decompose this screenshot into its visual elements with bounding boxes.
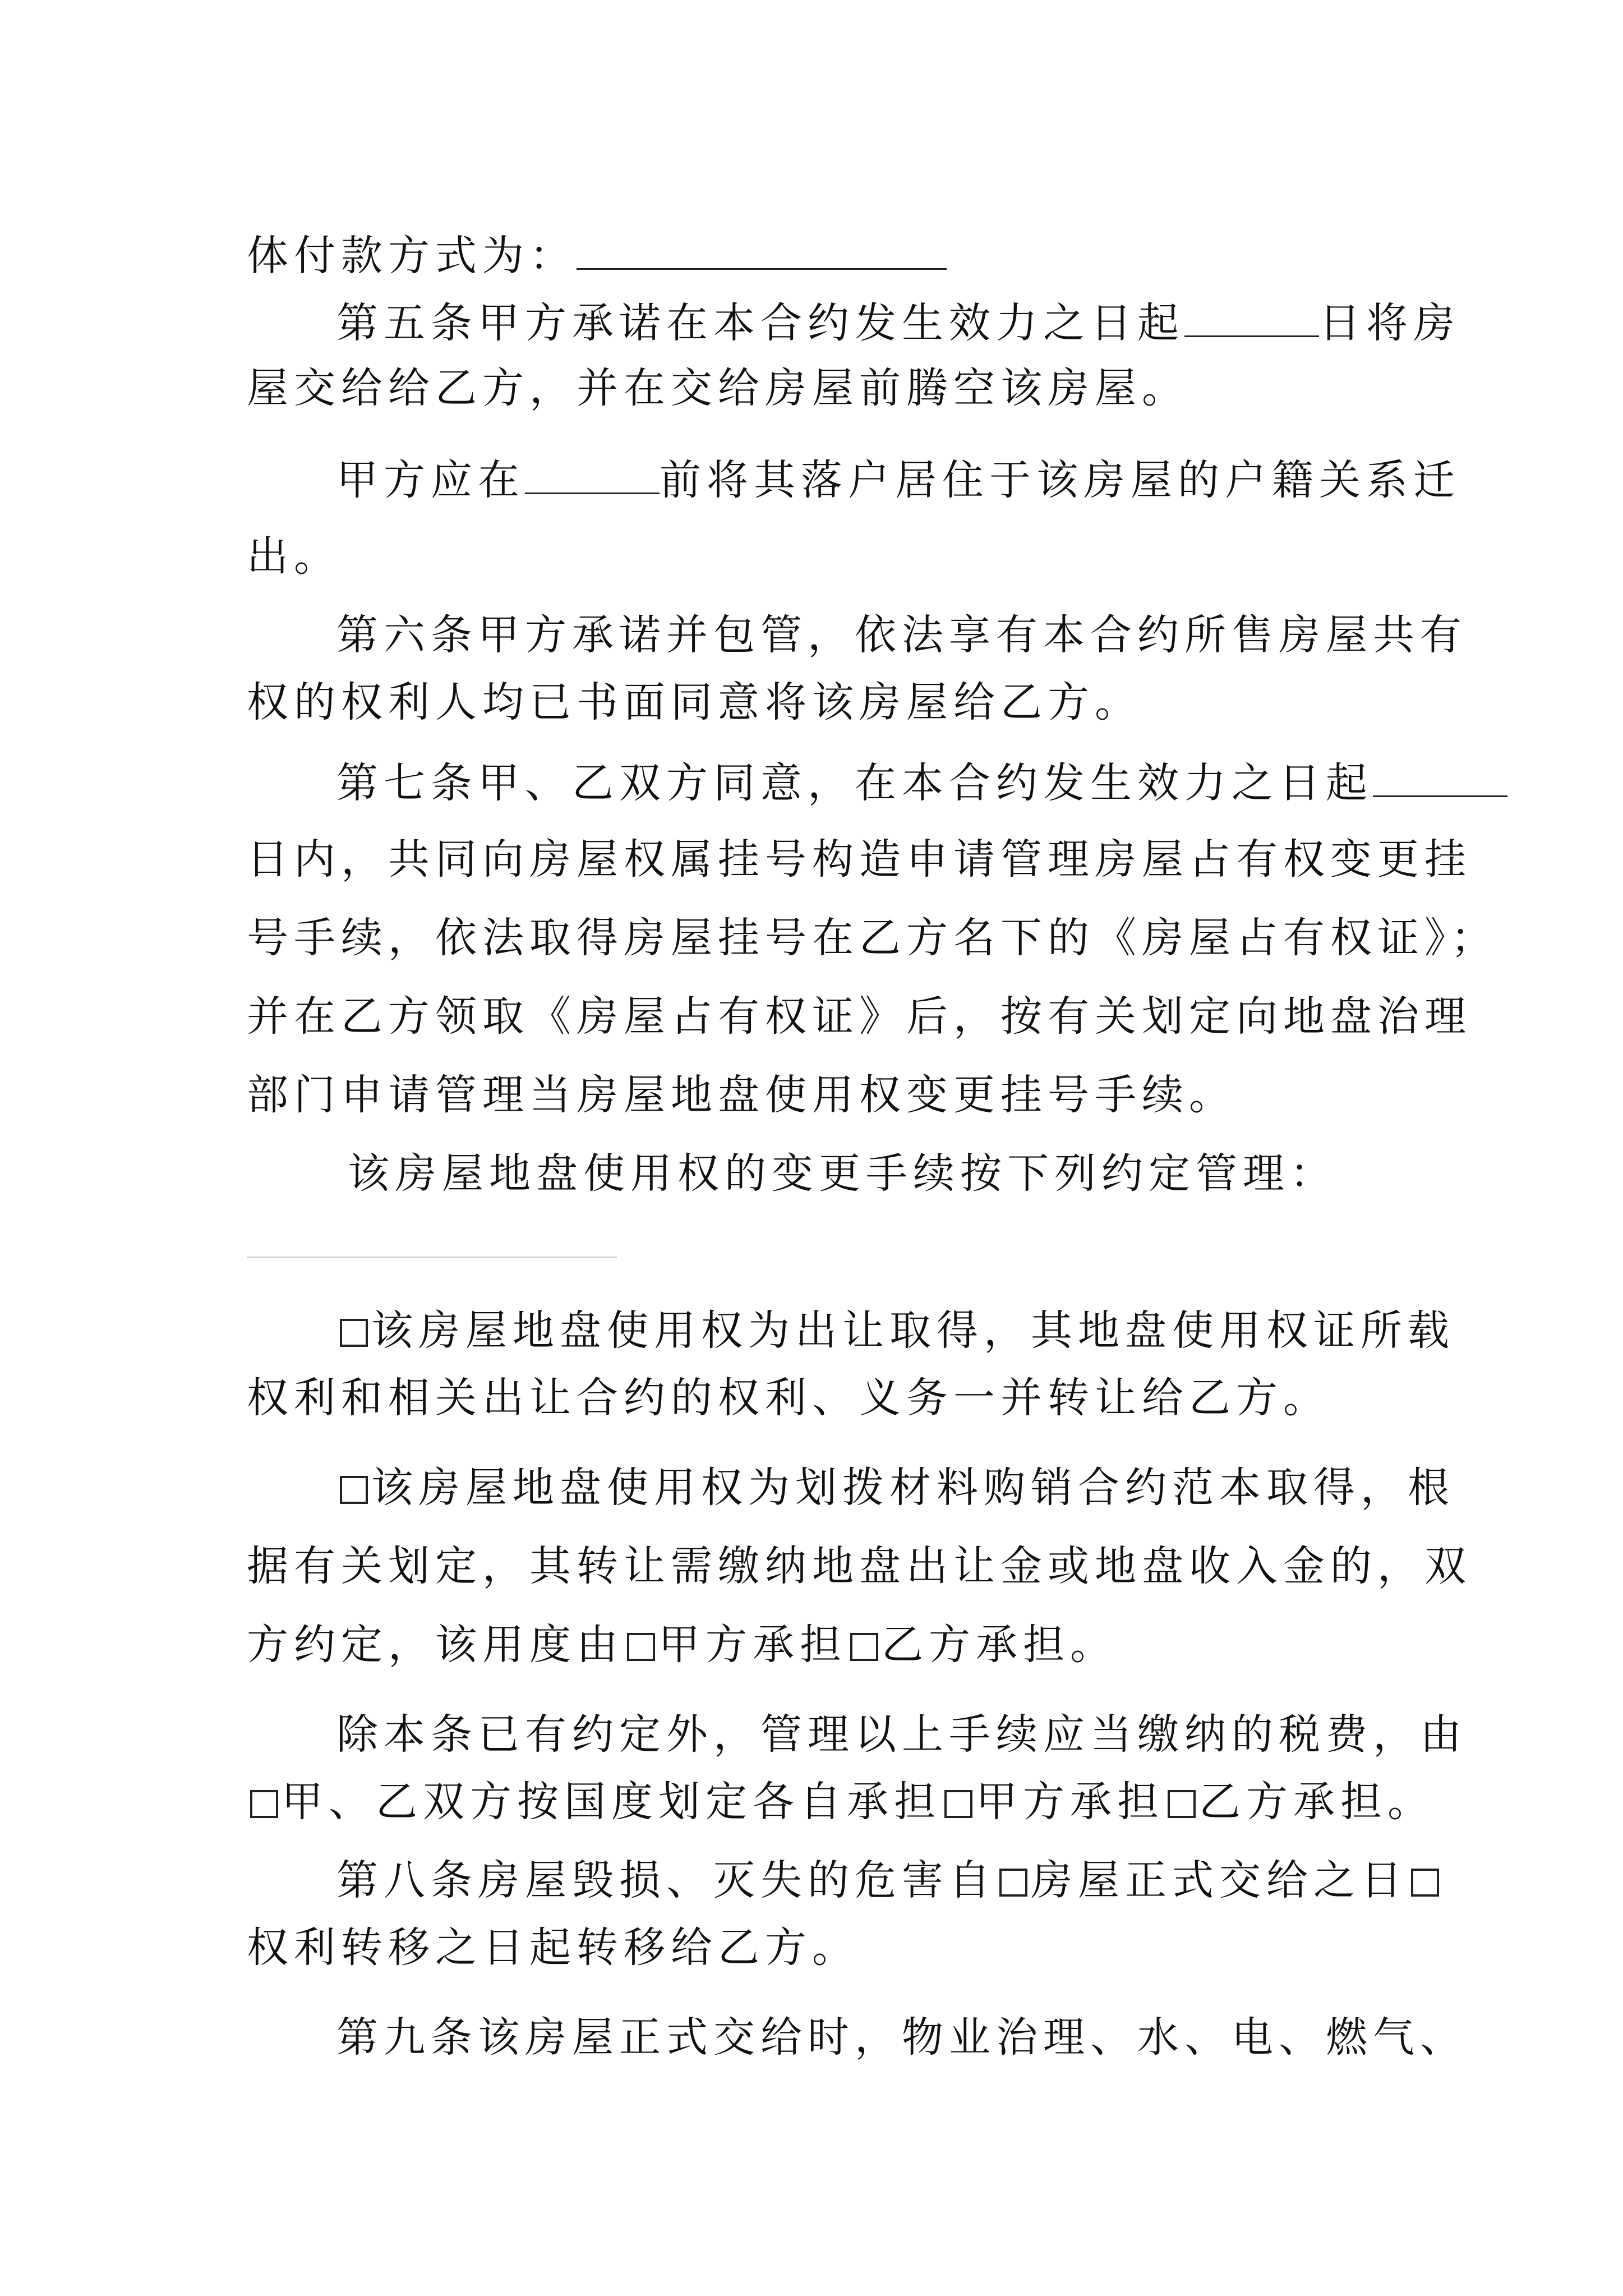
fill-in-blank[interactable] — [525, 451, 660, 494]
text-segment: 甲方承担 — [658, 1621, 847, 1669]
text-line — [247, 1775, 1435, 1829]
text-line: 屋交给给乙方，并在交给房屋前腾空该房屋。 — [247, 364, 1189, 412]
text-line: 据有关划定，其转让需缴纳地盘出让金或地盘收入金的，双 — [247, 1542, 1472, 1590]
text-line — [336, 1461, 1481, 1515]
text-line: 部门申请管理当房屋地盘使用权变更挂号手续。 — [247, 1071, 1236, 1119]
text-line — [247, 227, 1391, 283]
text-line: 并在乙方领取《房屋占有权证》后，按有关划定向地盘治理 — [247, 992, 1472, 1041]
fill-in-blank[interactable] — [1373, 754, 1507, 797]
text-segment: 第七条甲、乙双方同意，在本合约发生效力之日起 — [336, 759, 1373, 807]
text-line: 该房屋地盘使用权的变更手续按下列约定管理： — [348, 1149, 1337, 1198]
fill-in-blank[interactable] — [1184, 294, 1319, 337]
text-line — [336, 451, 1481, 507]
checkbox[interactable] — [944, 1790, 972, 1818]
text-line: 日内，共同向房屋权属挂号构造申请管理房屋占有权变更挂 — [247, 835, 1472, 884]
text-line: 出。 — [247, 532, 341, 581]
text-line: 第六条甲方承诺并包管，依法享有本合约所售房屋共有 — [336, 611, 1467, 659]
text-segment: 方约定，该用度由 — [247, 1621, 624, 1669]
checkbox[interactable] — [999, 1869, 1027, 1897]
text-segment: 日将房 — [1319, 299, 1460, 347]
text-line: 权利和相关出让合约的权利、义务一并转让给乙方。 — [247, 1374, 1330, 1422]
text-segment: 该房屋地盘使用权为划拨材料购销合约范本取得，根 — [371, 1464, 1455, 1512]
text-segment: 甲方承担 — [976, 1778, 1164, 1826]
text-segment: 体付款方式为： — [247, 232, 577, 280]
fill-in-blank[interactable] — [577, 227, 947, 270]
fill-in-blank[interactable] — [247, 1257, 617, 1258]
text-segment: 该房屋地盘使用权为出让取得，其地盘使用权证所载 — [371, 1306, 1455, 1355]
text-line — [336, 294, 1481, 350]
text-line: 号手续，依法取得房屋挂号在乙方名下的《房屋占有权证》； — [247, 914, 1498, 962]
checkbox[interactable] — [850, 1633, 878, 1661]
text-line: 权利转移之日起转移给乙方。 — [247, 1924, 859, 1972]
text-segment: 第五条甲方承诺在本合约发生效力之日起 — [336, 299, 1184, 347]
text-line — [247, 1618, 1391, 1672]
text-line: 除本条已有约定外，管理以上手续应当缴纳的税费，由 — [336, 1710, 1467, 1759]
checkbox[interactable] — [250, 1790, 278, 1818]
checkbox[interactable] — [627, 1633, 655, 1661]
text-segment: 第八条房屋毁损、灭失的危害自 — [336, 1856, 996, 1904]
checkbox[interactable] — [1411, 1869, 1439, 1897]
text-line — [336, 1853, 1481, 1907]
checkbox[interactable] — [1168, 1790, 1196, 1818]
text-line: 权的权利人均已书面同意将该房屋给乙方。 — [247, 678, 1142, 726]
checkbox[interactable] — [340, 1476, 368, 1504]
text-line: 第九条该房屋正式交给时，物业治理、水、电、燃气、 — [336, 2013, 1467, 2062]
text-line — [336, 754, 1481, 810]
text-segment: 甲、乙双方按国度划定各自承担 — [282, 1778, 941, 1826]
text-line — [336, 1304, 1481, 1358]
text-segment: 房屋正式交给之日 — [1031, 1856, 1408, 1904]
text-segment: 乙方承担。 — [882, 1621, 1117, 1669]
text-segment: 前将其落户居住于该房屋的户籍关系迁 — [660, 456, 1460, 504]
text-segment: 甲方应在 — [336, 456, 525, 504]
text-segment: 乙方承担。 — [1199, 1778, 1435, 1826]
checkbox[interactable] — [340, 1319, 368, 1347]
